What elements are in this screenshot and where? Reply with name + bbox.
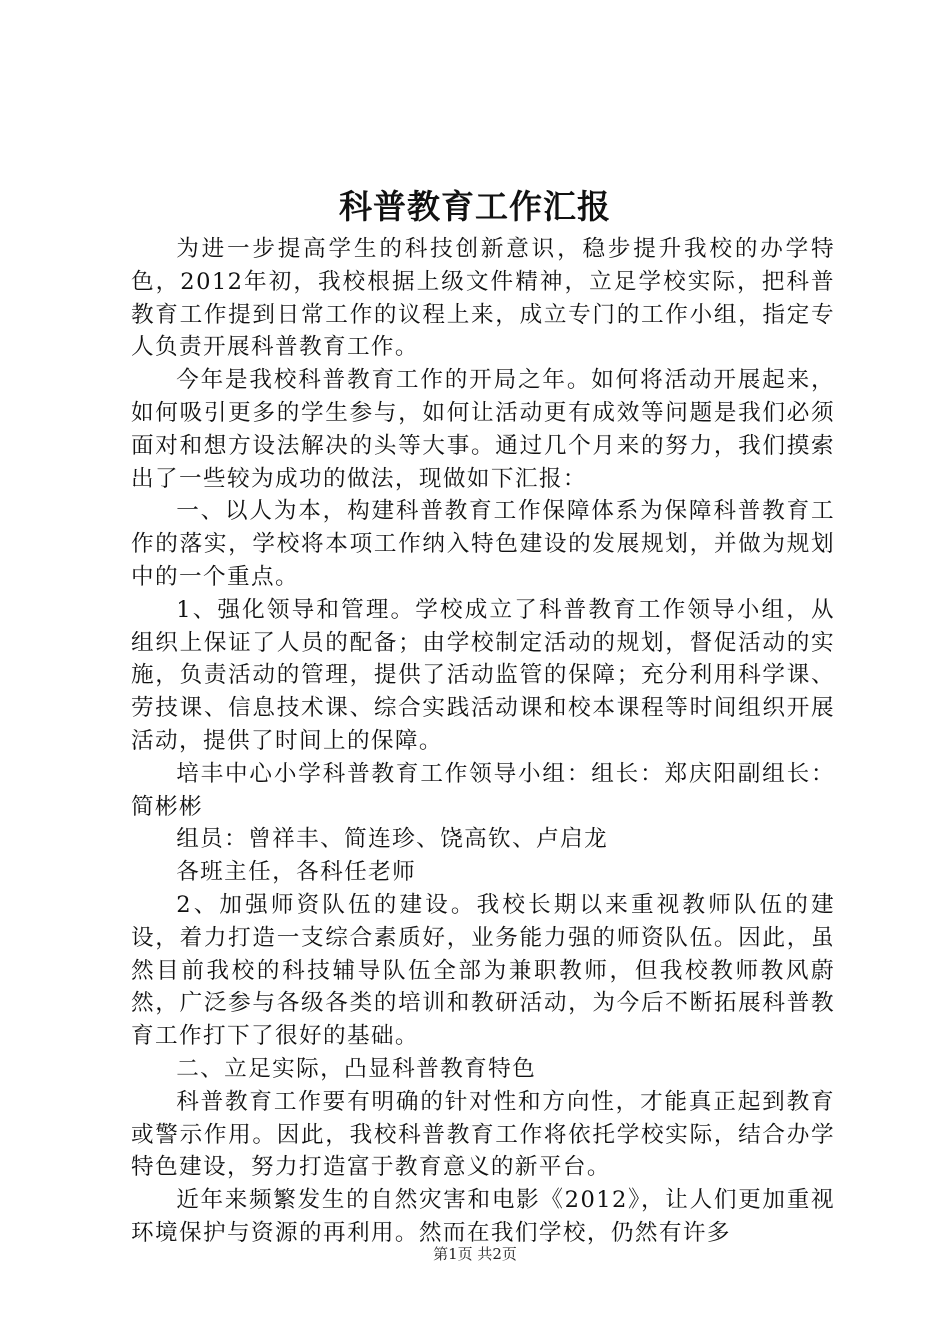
paragraph-intro: 为进一步提高学生的科技创新意识，稳步提升我校的办学特色，2012年初，我校根据上级文件精神，立足学校实际，把科普教育工作提到日常工作的议程上来，成立专门的工作小组，指定专人负责开展科普教育工作。	[131, 236, 835, 361]
paragraph-group-members: 组员：曾祥丰、简连珍、饶高钦、卢启龙	[176, 826, 609, 853]
document-title: 科普教育工作汇报	[339, 187, 611, 226]
paragraph-disasters: 近年来频繁发生的自然灾害和电影《2012》，让人们更加重视环境保护与资源的再利用。然而在我们学校，仍然有许多	[131, 1187, 835, 1246]
paragraph-leadership: 1、强化领导和管理。学校成立了科普教育工作领导小组，从组织上保证了人员的配备；由学校制定活动的规划，督促活动的实施，负责活动的管理，提供了活动监管的保障；充分利用科学课、劳技课、信息技术课、综合实践活动课和校本课程等时间组织开展活动，提供了时间上的保障。	[131, 596, 835, 754]
paragraph-teacher-team: 2、加强师资队伍的建设。我校长期以来重视教师队伍的建设，着力打造一支综合素质好，业务能力强的师资队伍。因此，虽然目前我校的科技辅导队伍全部为兼职教师，但我校教师教风蔚然，广泛参与各级各类的培训和教研活动，为今后不断拓展科普教育工作打下了很好的基础。	[131, 891, 835, 1050]
paragraph-targeted-education: 科普教育工作要有明确的针对性和方向性，才能真正起到教育或警示作用。因此，我校科普教育工作将依托学校实际，结合办学特色建设，努力打造富于教育意义的新平台。	[131, 1088, 835, 1181]
paragraph-teachers: 各班主任，各科任老师	[176, 859, 417, 886]
paragraph-section-two-heading: 二、立足实际，凸显科普教育特色	[176, 1055, 537, 1082]
paragraph-opening-year: 今年是我校科普教育工作的开局之年。如何将活动开展起来，如何吸引更多的学生参与，如何让活动更有成效等问题是我们必须面对和想方设法解决的头等大事。通过几个月来的努力，我们摸索出了一些较为成功的做法，现做如下汇报：	[131, 367, 835, 492]
paragraph-leadership-group: 培丰中心小学科普教育工作领导小组：组长：郑庆阳副组长：简彬彬	[131, 760, 835, 820]
page-footer: 第1页 共2页	[433, 1245, 517, 1263]
document-body	[131, 233, 835, 1250]
paragraph-section-one-heading: 一、以人为本，构建科普教育工作保障体系为保障科普教育工作的落实，学校将本项工作纳入特色建设的发展规划，并做为规划中的一个重点。	[131, 498, 835, 590]
